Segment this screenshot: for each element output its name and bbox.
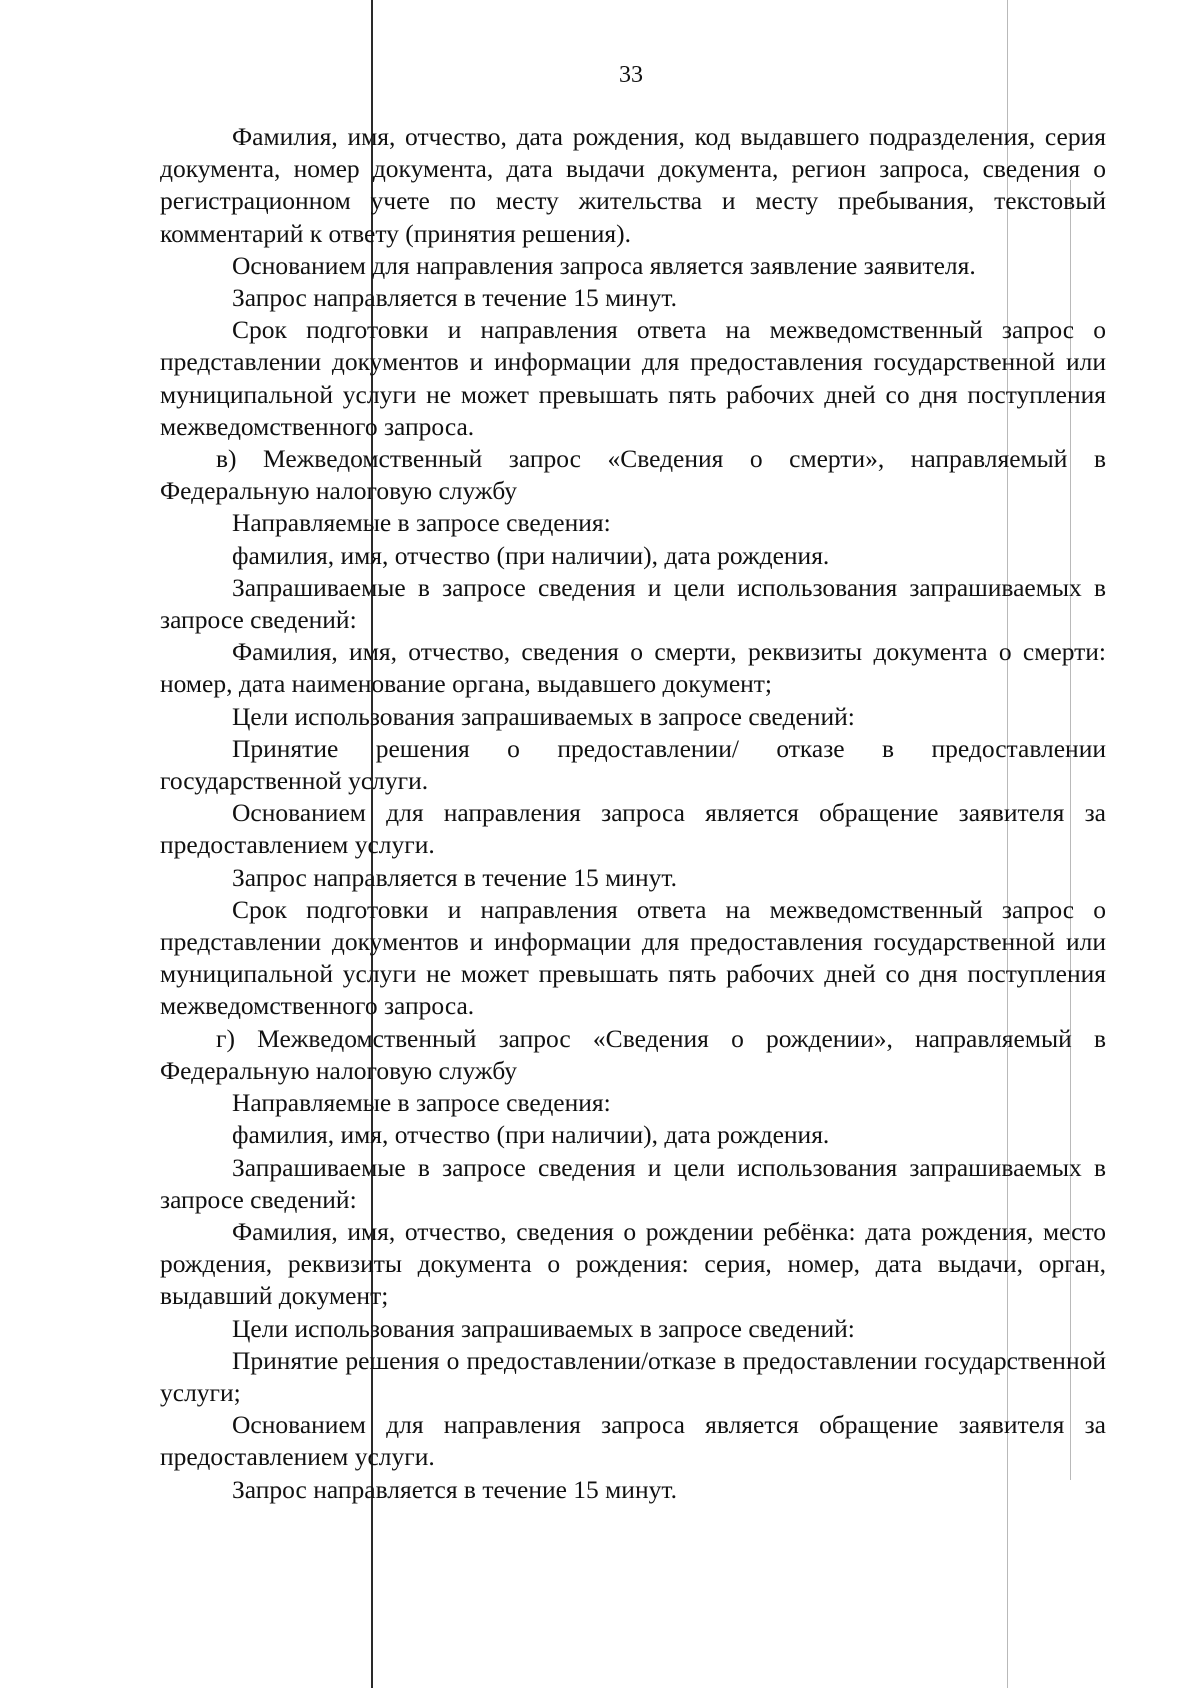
paragraph: Фамилия, имя, отчество, дата рождения, код выдавшего подразделения, серия документа, номер документа, дата выдачи документа, регион запроса, сведения о регистрационном учете по месту жительства и месту пребывания, текстовый комментарий к ответу (принятия решения). [160, 122, 1106, 248]
page-number: 33 [619, 62, 643, 88]
paragraph: Срок подготовки и направления ответа на межведомственный запрос о представлении документов и информации для предоставления государственной или муниципальной услуги не может превышать пять рабочих дней со дня поступления межведомственного запроса. [160, 315, 1106, 441]
paragraph: Основанием для направления запроса является заявление заявителя. [232, 250, 976, 280]
paragraph: Запрашиваемые в запросе сведения и цели использования запрашиваемых в запросе сведений: [160, 572, 1106, 635]
paragraph: Запрашиваемые в запросе сведения и цели использования запрашиваемых в запросе сведений: [160, 1152, 1106, 1214]
paragraph: Фамилия, имя, отчество, сведения о рождении ребёнка: дата рождения, место рождения, реквизиты документа о рождения: серия, номер, дата выдачи, орган, выдавший документ; [160, 1216, 1106, 1311]
paragraph: Цели использования запрашиваемых в запросе сведений: [232, 1313, 855, 1343]
paragraph: фамилия, имя, отчество (при наличии), дата рождения. [232, 540, 830, 570]
paragraph: Принятие решения о предоставлении/отказе в предоставлении государственной услуги; [160, 1345, 1106, 1407]
document-body [160, 121, 1106, 1506]
paragraph: Цели использования запрашиваемых в запросе сведений: [232, 701, 855, 731]
paragraph: Запрос направляется в течение 15 минут. [232, 1474, 677, 1504]
paragraph: Запрос направляется в течение 15 минут. [232, 862, 677, 892]
paragraph: Запрос направляется в течение 15 минут. [232, 283, 677, 313]
paragraph: Основанием для направления запроса является обращение заявителя за предоставлением услуги. [160, 1410, 1106, 1472]
paragraph: Принятие решения о предоставлении/ отказе в предоставлении государственной услуги. [160, 733, 1106, 796]
paragraph: Фамилия, имя, отчество, сведения о смерти, реквизиты документа о смерти: номер, дата наименование органа, выдавшего документ; [160, 637, 1106, 699]
section-heading-g: г) Межведомственный запрос «Сведения о рождении», направляемый в Федеральную налоговую службу [160, 1023, 1106, 1085]
paragraph: Направляемые в запросе сведения: [232, 1088, 611, 1118]
paragraph: Основанием для направления запроса является обращение заявителя за предоставлением услуги. [160, 798, 1106, 860]
paragraph: фамилия, имя, отчество (при наличии), дата рождения. [232, 1120, 830, 1150]
paragraph: Направляемые в запросе сведения: [232, 508, 611, 538]
section-heading-v: в) Межведомственный запрос «Сведения о смерти», направляемый в Федеральную налоговую службу [160, 444, 1106, 506]
paragraph: Срок подготовки и направления ответа на межведомственный запрос о представлении документов и информации для предоставления государственной или муниципальной услуги не может превышать пять рабочих дней со дня поступления межведомственного запроса. [160, 894, 1106, 1021]
